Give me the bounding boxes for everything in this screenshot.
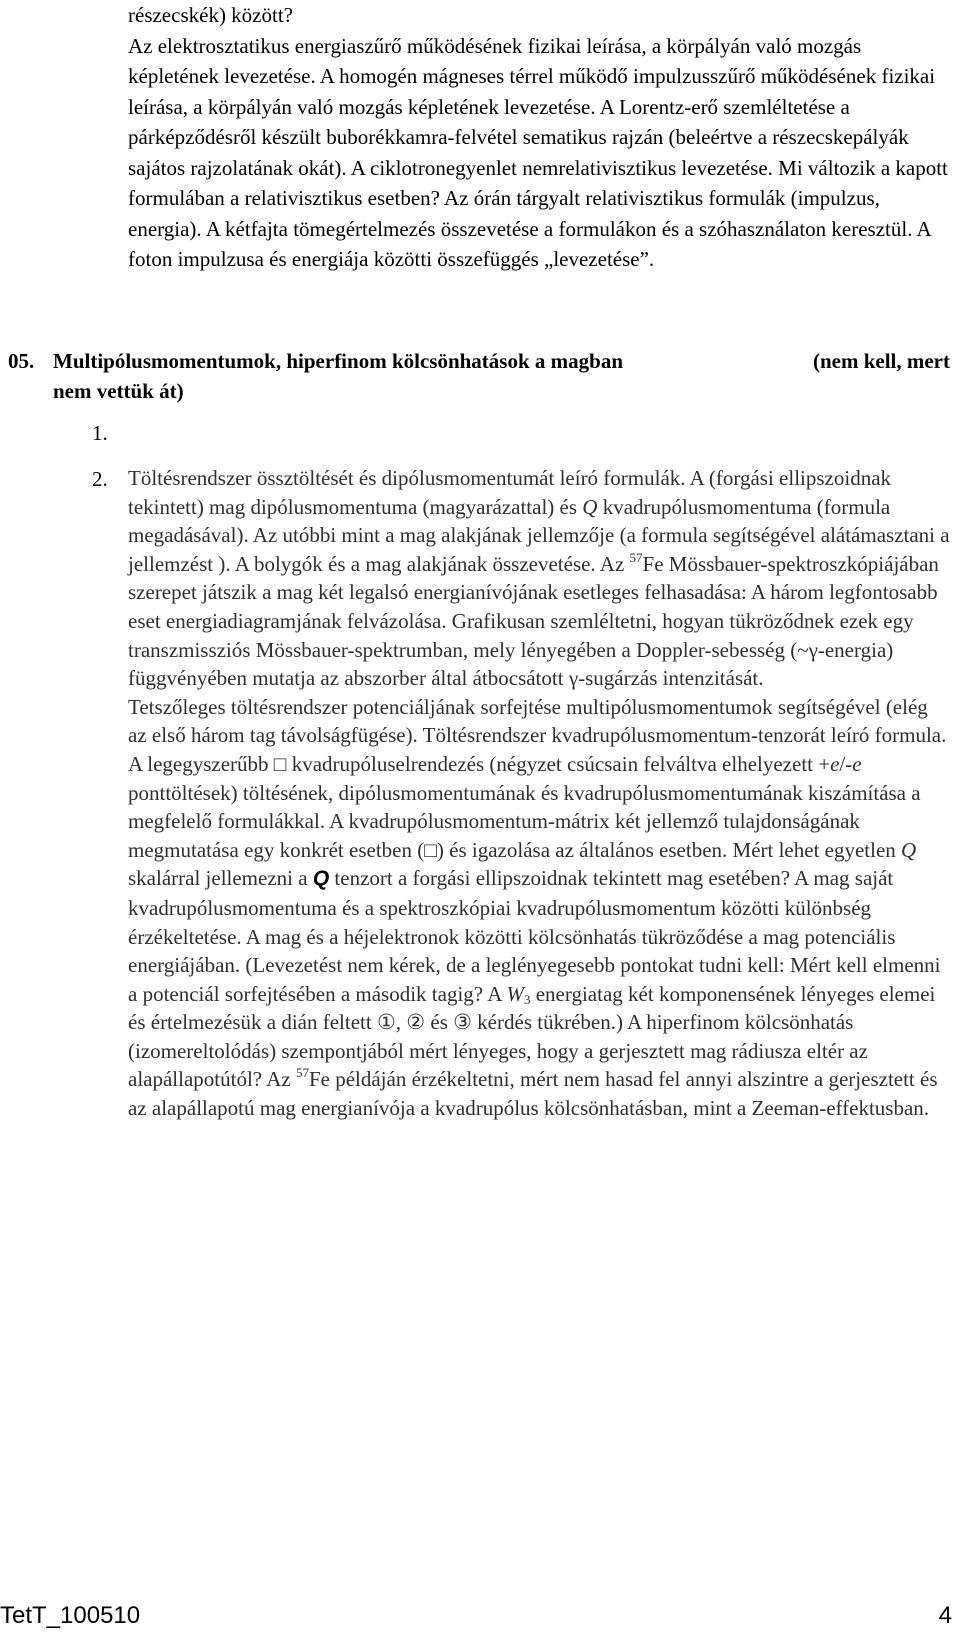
section-note-continued: nem vettük át) — [53, 379, 184, 403]
item2-paragraph-2: Tetszőleges töltésrendszer potenciáljának sorfejtése multipólusmomentumok segítségével (elég az első három tag távolságfügése). Töltésrendszer kvadrupólusmomentum-tenzorát leíró formula. A legegyszerűbb □ kvadrupóluselrendezés (négyzet csúcsain felváltva elhelyezett +e/-e ponttöltések) töltésének, dipólusmomentumának és kvadrupólusmomentumának kiszámítása a megfelelő formulákkal. A kvadrupólusmomentum-mátrix két jellemző tulajdonságának megmutatása egy konkrét esetben (□) és igazolása az általános esetben. Mért lehet egyetlen Q skalárral jellemezni a Q tenzort a forgási ellipszoidnak tekintett mag esetében? A mag saját kvadrupólusmomentuma és a spektroszkópiai kvadrupólusmomentum közötti különbség érzékeltetése. A mag és a héjelektronok közötti kölcsönhatás tükröződése a mag potenciális energiájában. (Levezetést nem kérek, de a leglényegesebb pontokat tudni kell: Mért kell elmenni a potenciál sorfejtésében a második tagig? A $W_3$ energiatag két komponensének lényeges elemei és értelmezésük a dián feltett ①, ② és ③ kérdés tükrében.) A hiperfinom kölcsönhatás (izomereltolódás) szempontjából mért lényeges, hogy a gerjesztett mag rádiusza eltér az alapállapotútól? Az $^{57}$Fe példáján érzékeltetni, mért nem hasad fel annyi alszintre a gerjesztett és az alapállapotú mag energianívója a kvadrupólus kölcsönhatásban, mint a Zeeman-effektusban. — [128, 694, 947, 1121]
continued-paragraph: Az elektrosztatikus energiaszűrő működésének fizikai leírása, a körpályán való mozgás képletének levezetése. A homogén mágneses térrel működő impulzusszűrő működésének fizikai leírása, a körpályán való mozgás képletének levezetése. A Lorentz-erő szemléltetése a párképződésről készült buborékkamra-felvétel sematikus rajzán (beleértve a részecskepályák sajátos rajzolatának okát). A ciklotronegyenlet nemrelativisztikus levezetése. Mi változik a kapott formulában a relativisztikus esetben? Az órán tárgyalt relativisztikus formulák (impulzus, energia). A kétfajta tömegértelmezés összevetése a formulákon és a szóhasználaton keresztül. A foton impulzusa és energiája közötti összefüggés „levezetése”. — [128, 33, 948, 271]
tensor-symbol: Q — [312, 867, 330, 891]
section-title: Multipólusmomentumok, hiperfinom kölcsönhatások a magban — [53, 349, 624, 373]
footer-page-number: 4 — [938, 1602, 952, 1629]
continued-section-text — [128, 0, 950, 275]
list-item-2-text — [128, 464, 950, 1123]
item2-paragraph-1: Töltésrendszer össztöltését és dipólusmomentumát leíró formulák. A (forgási ellipszoidnak tekintett) mag dipólusmomentuma (magyarázattal) és Q kvadrupólusmomentuma (formula megadásával). Az utóbbi mint a mag alakjának jellemzője (a formula segítségével alátámasztani a jellemzést ). A bolygók és a mag alakjának összevetése. Az $^{57}$Fe Mössbauer-spektroszkópiájában szerepet játszik a mag két legalsó energianívójának esetleges felhasadása: A három legfontosabb eset energiadiagramjának felvázolása. Grafikusan szemléltetni, hogyan tükröződnek ezek egy transzmissziós Mössbauer-spektrumban, mely lényegében a Doppler-sebesség (~γ-energia) függvényében mutatja az abszorber által átbocsátott γ-sugárzás intenzitását. — [128, 466, 950, 691]
footer-document-id: TetT_100510 — [0, 1602, 141, 1629]
continued-line: részecskék) között? — [128, 3, 293, 27]
section-number: 05. — [8, 349, 35, 373]
list-item-number-2: 2. — [92, 467, 108, 491]
section-note: (nem kell, mert — [812, 349, 950, 373]
list-item-number-1: 1. — [92, 421, 108, 445]
